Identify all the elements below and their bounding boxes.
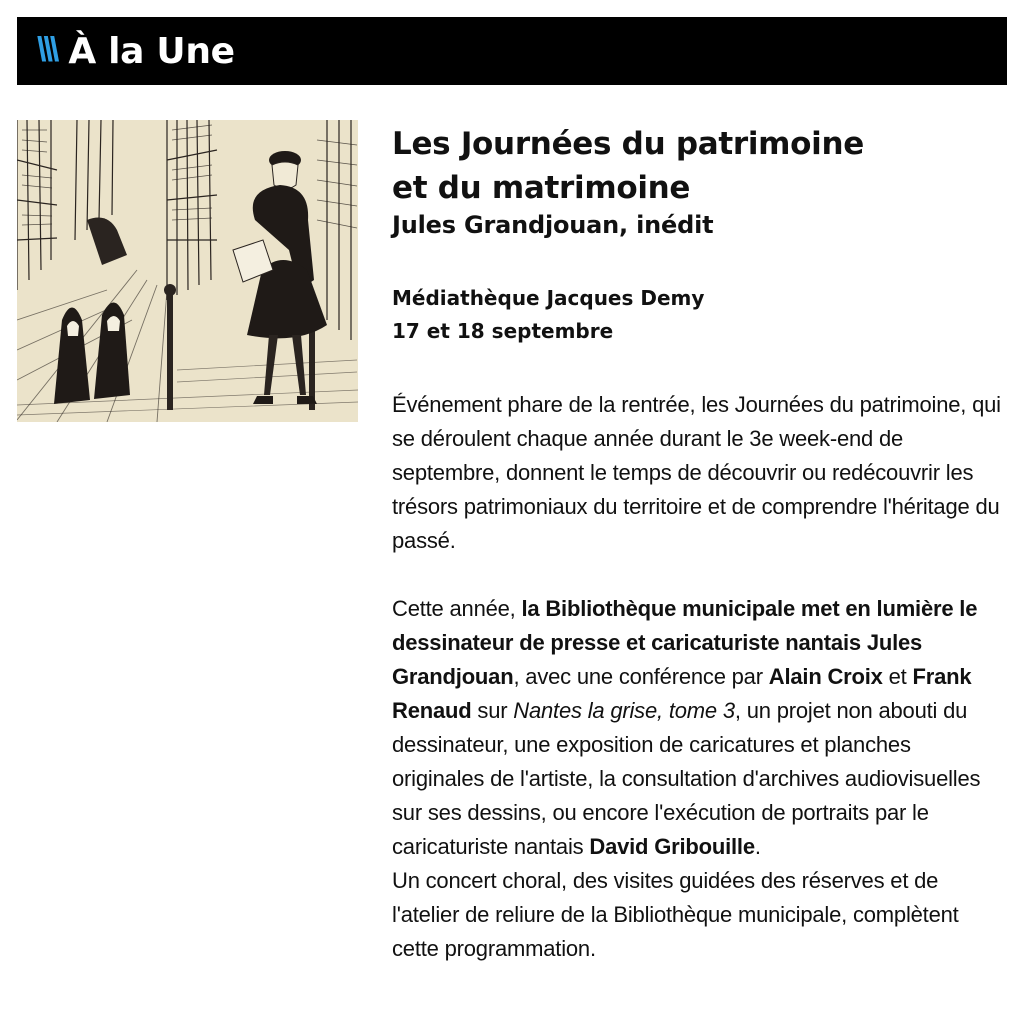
- event-venue: Médiathèque Jacques Demy: [392, 286, 705, 310]
- text-segment: , un projet non abouti du dessinateur, une exposition de caricatures et planches originales de l'artiste, la consultation d'archives audiovisuelles sur ses dessins, ou encore l'exécution de portraits par le caricaturiste nantais: [392, 698, 981, 859]
- article-subtitle: Jules Grandjouan, inédit: [392, 211, 714, 239]
- triple-slash-logo-icon: \\\: [37, 30, 57, 69]
- article: [392, 122, 1007, 966]
- book-title: Nantes la grise, tome 3: [513, 698, 735, 723]
- article-title: [392, 122, 1007, 210]
- street-scene-drawing-icon[interactable]: [17, 120, 358, 422]
- text-segment: et: [882, 664, 913, 689]
- paragraph-program: [392, 592, 1007, 864]
- article-title-line1: Les Journées du patrimoine: [392, 126, 864, 162]
- speaker-name: Alain Croix: [768, 664, 883, 689]
- header-title: À la Une: [68, 30, 235, 72]
- text-segment: sur: [471, 698, 514, 723]
- paragraph-closing: Un concert choral, des visites guidées des réserves et de l'atelier de reliure de la Bibliothèque municipale, complètent cette programmation.: [392, 868, 959, 961]
- article-title-line2: et du matrimoine: [392, 170, 691, 206]
- event-info: [392, 282, 1007, 348]
- section-header: [17, 17, 1007, 85]
- text-segment: , avec une conférence par: [513, 664, 769, 689]
- event-dates: 17 et 18 septembre: [392, 319, 614, 343]
- header-inner: [37, 31, 235, 72]
- artist-name: David Gribouille: [589, 834, 755, 859]
- speaker-name: Frank Renaud: [392, 664, 972, 723]
- text-segment: .: [754, 834, 761, 859]
- paragraph-intro: Événement phare de la rentrée, les Journées du patrimoine, qui se déroulent chaque année durant le 3e week-end de septembre, donnent le temps de découvrir ou redécouvrir les trésors patrimoniaux du territoire et de comprendre l'héritage du passé.: [392, 392, 1001, 553]
- bold-highlight: la Bibliothèque municipale met en lumière le dessinateur de presse et caricaturiste nantais Jules Grandjouan: [392, 596, 978, 689]
- text-segment: Cette année,: [392, 596, 522, 621]
